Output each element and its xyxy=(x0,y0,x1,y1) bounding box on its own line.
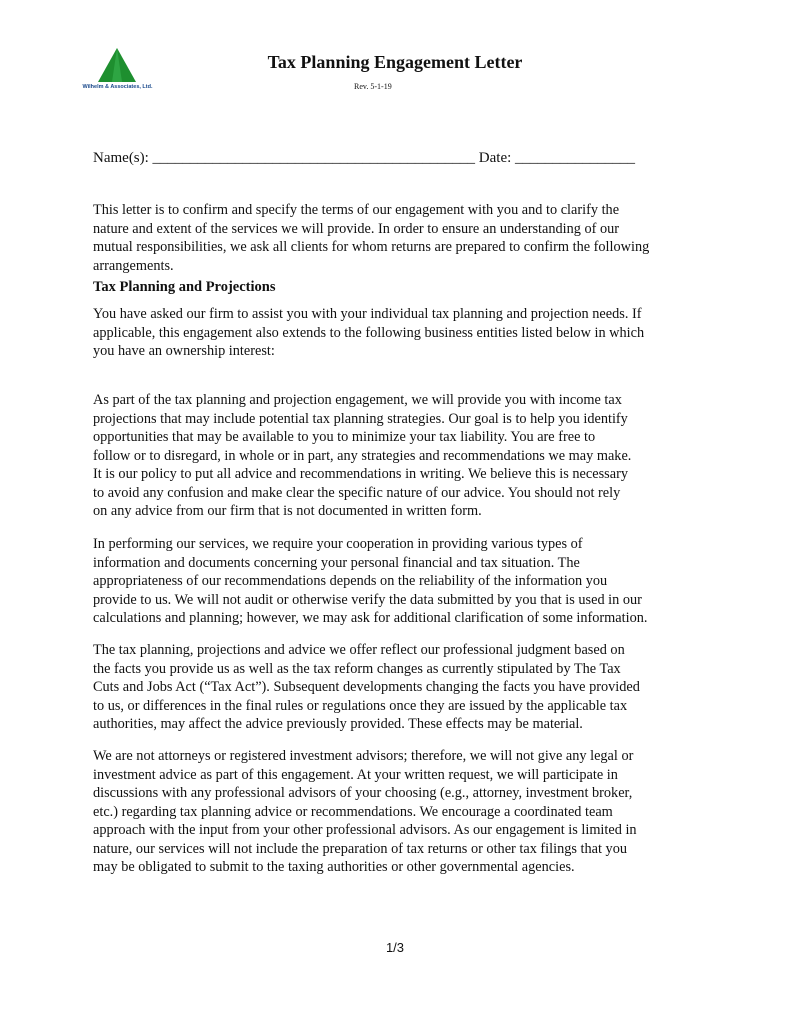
text-line: the facts you provide us as well as the tax reform changes as currently stipulated by The Tax xyxy=(93,660,621,677)
name-date-line: Name(s): ___________________________________________ Date: ________________ xyxy=(93,150,636,166)
paragraph-not-attorneys xyxy=(93,747,703,877)
paragraph-projections xyxy=(93,391,703,521)
text-line: authorities, may affect the advice previously provided. These effects may be material. xyxy=(93,716,583,732)
text-line: applicable, this engagement also extends to the following business entities listed below in which xyxy=(93,324,645,341)
text-line: projections that may include potential tax planning strategies. Our goal is to help you identify xyxy=(93,410,628,427)
text-line: mutual responsibilities, we ask all clients for whom returns are prepared to confirm the following xyxy=(93,239,650,255)
text-line: We are not attorneys or registered investment advisors; therefore, we will not give any legal or xyxy=(93,748,634,764)
text-line: opportunities that may be available to you to minimize your tax liability. You are free to xyxy=(93,429,596,445)
text-line: may be obligated to submit to the taxing authorities or other governmental agencies. xyxy=(93,859,575,875)
paragraph-engagement-scope xyxy=(93,305,703,361)
text-line: It is our policy to put all advice and recommendations in writing. We believe this is necessary xyxy=(93,466,628,482)
paragraph-cooperation xyxy=(93,535,703,628)
text-line: etc.) regarding tax planning advice or recommendations. We encourage a coordinated team xyxy=(93,803,613,820)
text-line: In performing our services, we require your cooperation in providing various types of xyxy=(93,536,583,552)
intro-paragraph xyxy=(93,201,703,275)
text-line: to avoid any confusion and make clear the specific nature of our advice. You should not rely xyxy=(93,484,621,501)
text-line: calculations and planning; however, we may ask for additional clarification of some information. xyxy=(93,610,648,626)
text-line: nature, our services will not include the preparation of tax returns or other tax filings that you xyxy=(93,840,627,857)
page-number: 1/3 xyxy=(385,940,405,955)
text-line: investment advice as part of this engagement. At your written request, we will participate in xyxy=(93,766,618,783)
text-line: nature and extent of the services we will provide. In order to ensure an understanding of our xyxy=(93,220,620,237)
text-line: you have an ownership interest: xyxy=(93,343,275,359)
text-line: appropriateness of our recommendations depends on the reliability of the information you xyxy=(93,573,608,589)
text-line: You have asked our firm to assist you with your individual tax planning and projection needs. If xyxy=(93,306,642,322)
text-line: follow or to disregard, in whole or in part, any strategies and recommendations we may make. xyxy=(93,447,632,464)
text-line: Cuts and Jobs Act (“Tax Act”). Subsequent developments changing the facts you have provided xyxy=(93,679,640,695)
paragraph-tax-act xyxy=(93,641,703,734)
document-title: Tax Planning Engagement Letter xyxy=(267,52,523,72)
text-line: on any advice from our firm that is not documented in written form. xyxy=(93,503,482,519)
text-line: approach with the input from your other professional advisors. As our engagement is limited in xyxy=(93,822,637,838)
text-line: arrangements. xyxy=(93,257,174,274)
text-line: to us, or differences in the final rules or regulations once they are issued by the applicable tax xyxy=(93,697,628,714)
section-heading: Tax Planning and Projections xyxy=(93,279,276,295)
text-line: discussions with any professional advisors of your choosing (e.g., attorney, investment broker, xyxy=(93,785,633,801)
company-name: Wilhelm & Associates, Ltd. xyxy=(82,84,153,90)
text-line: This letter is to confirm and specify the terms of our engagement with you and to clarify the xyxy=(93,202,620,218)
text-line: The tax planning, projections and advice we offer reflect our professional judgment based on xyxy=(93,642,625,658)
text-line: information and documents concerning your personal financial and tax situation. The xyxy=(93,554,580,571)
text-line: As part of the tax planning and projection engagement, we will provide you with income tax xyxy=(93,392,622,408)
text-line: provide to us. We will not audit or otherwise verify the data submitted by you that is used in our xyxy=(93,591,642,608)
revision-label: Rev. 5-1-19 xyxy=(354,82,392,91)
